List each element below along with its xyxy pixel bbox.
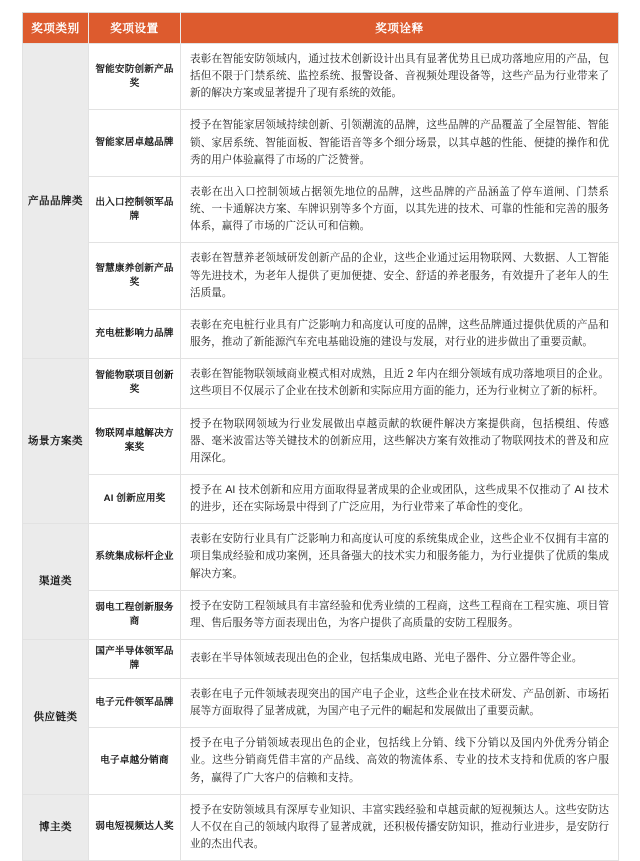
award-description-cell: 授予在智能家居领域持续创新、引领潮流的品牌，这些品牌的产品覆盖了全屋智能、智能锁、家居系统、智能面板、智能语音等多个细分场景，以其卓越的性能、便捷的操作和优秀的用户体验赢得了市场的广泛赞誉。: [181, 110, 619, 176]
award-description-cell: 表彰在智慧养老领域研发创新产品的企业，这些企业通过运用物联网、大数据、人工智能等先进技术，为老年人提供了更加便捷、安全、舒适的养老服务，有效提升了老年人的生活质量。: [181, 243, 619, 309]
table-body: [23, 44, 619, 861]
category-cell: 供应链类: [23, 640, 89, 795]
award-description-cell: 表彰在智能物联领域商业模式相对成熟，且近 2 年内在细分领域有成功落地项目的企业。这些项目不仅展示了企业在技术创新和实际应用方面的能力，还为行业树立了新的标杆。: [181, 359, 619, 408]
table-row: [23, 474, 619, 523]
award-description-cell: 表彰在充电桩行业具有广泛影响力和高度认可度的品牌，这些品牌通过提供优质的产品和服务，推动了新能源汽车充电基础设施的建设与发展，对行业的进步做出了重要贡献。: [181, 309, 619, 358]
table-row: [23, 640, 619, 679]
award-description-cell: 表彰在半导体领域表现出色的企业，包括集成电路、光电子器件、分立器件等企业。: [181, 640, 619, 679]
table-row: [23, 359, 619, 408]
award-description-cell: 授予在电子分销领域表现出色的企业，包括线上分销、线下分销以及国内外优秀分销企业。这些分销商凭借丰富的产品线、高效的物流体系、专业的技术支持和优质的客户服务，赢得了广大客户的信赖和支持。: [181, 728, 619, 794]
award-name-cell: 弱电短视频达人奖: [89, 794, 181, 860]
award-name-cell: 出入口控制领军品牌: [89, 176, 181, 242]
award-name-cell: 智能安防创新产品奖: [89, 44, 181, 110]
table-row: [23, 794, 619, 860]
award-name-cell: 智能物联项目创新奖: [89, 359, 181, 408]
award-name-cell: 电子卓越分销商: [89, 728, 181, 794]
table-row: [23, 176, 619, 242]
table-row: [23, 408, 619, 474]
award-description-cell: 表彰在安防行业具有广泛影响力和高度认可度的系统集成企业，这些企业不仅拥有丰富的项目集成经验和成功案例，还具备强大的技术实力和服务能力，为行业提供了优质的集成解决方案。: [181, 524, 619, 590]
table-row: [23, 678, 619, 727]
award-description-cell: 表彰在智能安防领域内，通过技术创新设计出具有显著优势且已成功落地应用的产品，包括但不限于门禁系统、监控系统、报警设备、音视频处理设备等，这些产品为行业带来了新的解决方案或显著提升了现有系统的效能。: [181, 44, 619, 110]
award-description-cell: 授予在安防工程领域具有丰富经验和优秀业绩的工程商，这些工程商在工程实施、项目管理、售后服务等方面表现出色，为客户提供了高质量的安防工程服务。: [181, 590, 619, 639]
award-name-cell: 智慧康养创新产品奖: [89, 243, 181, 309]
award-name-cell: 弱电工程创新服务商: [89, 590, 181, 639]
award-description-cell: 表彰在出入口控制领域占据领先地位的品牌，这些品牌的产品涵盖了停车道闸、门禁系统、一卡通解决方案、车牌识别等多个方面，以其先进的技术、可靠的性能和完善的服务体系，赢得了市场的广泛认可和信赖。: [181, 176, 619, 242]
award-name-cell: 电子元件领军品牌: [89, 678, 181, 727]
category-cell: 产品品牌类: [23, 44, 89, 359]
award-table: [22, 12, 619, 861]
table-row: [23, 309, 619, 358]
column-header-award: 奖项设置: [89, 13, 181, 44]
table-row: [23, 728, 619, 794]
award-name-cell: 智能家居卓越品牌: [89, 110, 181, 176]
column-header-description: 奖项诠释: [181, 13, 619, 44]
table-header: [23, 13, 619, 44]
award-description-cell: 授予在 AI 技术创新和应用方面取得显著成果的企业或团队，这些成果不仅推动了 AI 技术的进步，还在实际场景中得到了广泛应用，为行业带来了革命性的变化。: [181, 474, 619, 523]
table-row: [23, 243, 619, 309]
category-cell: 博主类: [23, 794, 89, 860]
award-name-cell: 系统集成标杆企业: [89, 524, 181, 590]
column-header-category: 奖项类别: [23, 13, 89, 44]
award-description-cell: 授予在安防领域具有深厚专业知识、丰富实践经验和卓越贡献的短视频达人。这些安防达人不仅在自己的领域内取得了显著成就，还积极传播安防知识，推动行业进步，是安防行业的杰出代表。: [181, 794, 619, 860]
award-name-cell: 充电桩影响力品牌: [89, 309, 181, 358]
category-cell: 场景方案类: [23, 359, 89, 524]
category-cell: 渠道类: [23, 524, 89, 640]
award-description-cell: 表彰在电子元件领域表现突出的国产电子企业，这些企业在技术研发、产品创新、市场拓展等方面取得了显著成就，为国产电子元件的崛起和发展做出了重要贡献。: [181, 678, 619, 727]
award-name-cell: AI 创新应用奖: [89, 474, 181, 523]
table-header-row: [23, 13, 619, 44]
table-row: [23, 524, 619, 590]
award-description-cell: 授予在物联网领域为行业发展做出卓越贡献的软硬件解决方案提供商，包括模组、传感器、毫米波雷达等关键技术的创新应用，这些解决方案有效推动了物联网技术的普及和应用深化。: [181, 408, 619, 474]
table-row: [23, 44, 619, 110]
award-name-cell: 物联网卓越解决方案奖: [89, 408, 181, 474]
award-name-cell: 国产半导体领军品牌: [89, 640, 181, 679]
table-row: [23, 590, 619, 639]
table-row: [23, 110, 619, 176]
